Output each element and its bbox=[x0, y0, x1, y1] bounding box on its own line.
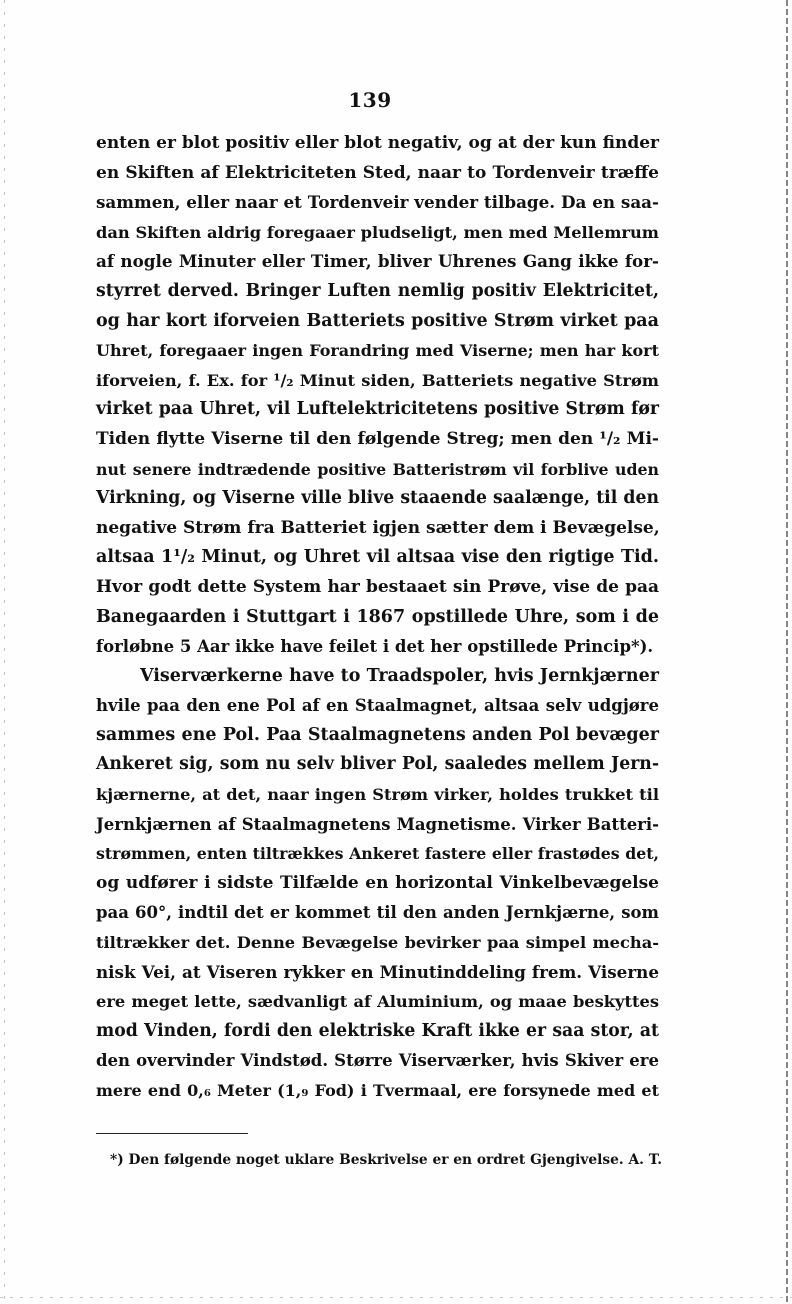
text-line: ere meget lette, sædvanligt af Aluminium, og maae beskyttes bbox=[96, 992, 659, 1012]
text-line: forløbne 5 Aar ikke have feilet i det her opstillede Princip*). bbox=[96, 637, 654, 657]
text-line: nisk Vei, at Viseren rykker en Minutinddeling frem. Viserne bbox=[96, 961, 659, 982]
text-line: paa 60°, indtil det er kommet til den anden Jernkjærne, som bbox=[96, 903, 659, 923]
text-line: kjærnerne, at det, naar ingen Strøm virker, holdes trukket til bbox=[96, 785, 659, 805]
text-line: Uhret, foregaaer ingen Forandring med Viserne; men har kort bbox=[96, 341, 659, 361]
text-line: og har kort iforveien Batteriets positive Strøm virket paa bbox=[96, 310, 659, 331]
text-line: hvile paa den ene Pol af en Staalmagnet, altsaa selv udgjøre bbox=[96, 696, 659, 716]
text-line: iforveien, f. Ex. for ¹/₂ Minut siden, Batteriets negative Strøm bbox=[96, 370, 659, 390]
text-line: mere end 0,₆ Meter (1,₉ Fod) i Tvermaal, ere forsynede med et bbox=[96, 1081, 659, 1100]
text-line: Banegaarden i Stuttgart i 1867 opstillede Uhre, som i de bbox=[96, 606, 659, 627]
page-number: 139 bbox=[348, 88, 392, 112]
scan-edge-right bbox=[786, 0, 788, 1304]
text-line: Tiden flytte Viserne til den følgende Streg; men den ¹/₂ Mi- bbox=[96, 428, 659, 449]
text-line: Hvor godt dette System har bestaaet sin Prøve, vise de paa bbox=[96, 576, 659, 597]
text-line: en Skiften af Elektriciteten Sted, naar to Tordenveir træffe bbox=[96, 162, 659, 183]
text-line: af nogle Minuter eller Timer, bliver Uhrenes Gang ikke for- bbox=[96, 251, 659, 272]
text-line: enten er blot positiv eller blot negativ, og at der kun finder bbox=[96, 133, 659, 153]
paragraph-start-line: Viserværkerne have to Traadspoler, hvis Jernkjærner bbox=[140, 665, 659, 686]
text-line: den overvinder Vindstød. Større Viserværker, hvis Skiver ere bbox=[96, 1051, 659, 1071]
body-text bbox=[96, 129, 659, 1106]
text-line: Jernkjærnen af Staalmagnetens Magnetisme. Virker Batteri- bbox=[96, 814, 659, 834]
footnote-divider bbox=[96, 1133, 248, 1134]
text-line: virket paa Uhret, vil Luftelektricitetens positive Strøm før bbox=[96, 399, 659, 420]
footnote: *) Den følgende noget uklare Beskrivelse er en ordret Gjengivelse. A. T. bbox=[110, 1152, 662, 1168]
text-line: altsaa 1¹/₂ Minut, og Uhret vil altsaa vise den rigtige Tid. bbox=[96, 547, 659, 568]
text-line: strømmen, enten tiltrækkes Ankeret fastere eller frastødes det, bbox=[96, 844, 659, 864]
text-line: Virkning, og Viserne ville blive staaende saalænge, til den bbox=[96, 488, 659, 509]
text-line: styrret derved. Bringer Luften nemlig positiv Elektricitet, bbox=[96, 280, 659, 301]
text-line: Ankeret sig, som nu selv bliver Pol, saaledes mellem Jern- bbox=[96, 754, 659, 775]
text-line: og udfører i sidste Tilfælde en horizontal Vinkelbevægelse bbox=[96, 872, 659, 893]
text-line: nut senere indtrædende positive Batteristrøm vil forblive uden bbox=[96, 459, 659, 479]
text-line: sammen, eller naar et Tordenveir vender tilbage. Da en saa- bbox=[96, 192, 659, 213]
text-line: negative Strøm fra Batteriet igjen sætter dem i Bevægelse, bbox=[96, 517, 660, 538]
text-line: tiltrækker det. Denne Bevægelse bevirker paa simpel mecha- bbox=[96, 933, 659, 953]
scan-edge-left bbox=[4, 0, 5, 1304]
text-line: mod Vinden, fordi den elektriske Kraft ikke er saa stor, at bbox=[96, 1020, 659, 1041]
text-line: sammes ene Pol. Paa Staalmagnetens anden Pol bevæger bbox=[96, 724, 659, 745]
scan-edge-bottom bbox=[0, 1297, 792, 1298]
text-line: dan Skiften aldrig foregaaer pludseligt, men med Mellemrum bbox=[96, 222, 659, 242]
